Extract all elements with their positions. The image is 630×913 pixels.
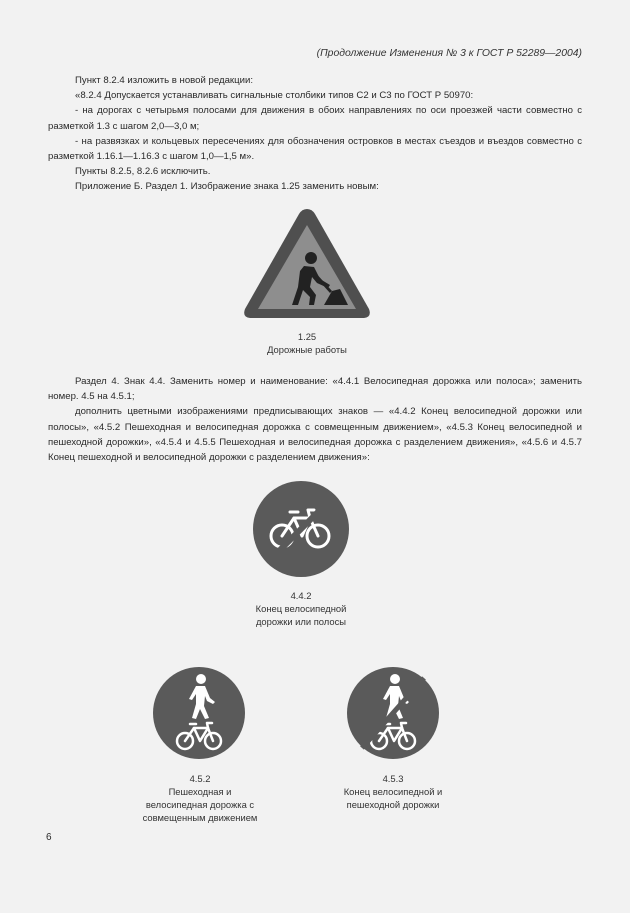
paragraph: «8.2.4 Допускается устанавливать сигнальные столбики типов С2 и С3 по ГОСТ Р 50970: [75,90,474,102]
sign-name: совмещенным движением [142,812,258,823]
paragraph: Приложение Б. Раздел 1. Изображение знака 1.25 заменить новым: [75,181,379,193]
sign-4-4-2-caption [216,589,386,628]
sign-1-25-caption [240,330,374,356]
section-4 [48,374,582,465]
sign-name: велосипедная дорожка с [145,799,255,810]
sign-number: 1.25 [297,331,317,342]
sign-name: Дорожные работы [267,344,347,355]
paragraph: Пункт 8.2.4 изложить в новой редакции: [75,75,253,86]
sign-name: Пешеходная и [168,786,232,797]
end-of-pedestrian-bicycle-path-sign-icon [346,666,440,760]
sign-number: 4.5.3 [382,773,404,784]
sign-4-5-2-caption [130,772,270,824]
sign-name: пешеходной дорожки [346,799,440,810]
running-header: (Продолжение Изменения № 3 к ГОСТ Р 52289—2004) [316,48,582,59]
paragraph: Пункты 8.2.5, 8.2.6 исключить. [75,166,211,178]
road-works-sign-icon [240,205,374,323]
page-number: 6 [46,832,52,843]
sign-4-5-3-caption [320,772,466,811]
paragraph: - на развязках и кольцевых пересечениях для обозначения островков в местах съездов и въездов совместно с разметкой 1.16.1—1.16.3 с шагом 1,0—1,5 м». [48,135,582,163]
end-of-bicycle-path-sign-icon [252,480,350,578]
sign-number: 4.5.2 [189,773,211,784]
paragraph: - на дорогах с четырьмя полосами для движения в обоих направлениях по оси проезжей части совместно с разметкой 1.3 с шагом 2,0—3,0 м; [48,105,582,132]
sign-number: 4.4.2 [290,590,312,601]
sign-name: дорожки или полосы [255,616,347,627]
section-8-2-4 [48,73,582,195]
paragraph: дополнить цветными изображениями предписывающих знаков — «4.4.2 Конец велосипедной дорожки или полосы», «4.5.2 Пешеходная и велосипедная дорожка с совмещенным движением», «4.5.3 Конец велосипедной и пешеходной дорожки», «4.5.4 и 4.5.5 Пешеходная и велосипедная дорожка с разделением движения», «4.5.6 и 4.5.7 Конец пешеходной и велосипедной дорожки с разделением движения»: [48,406,582,464]
sign-name: Конец велосипедной [255,603,347,614]
sign-name: Конец велосипедной и [343,786,443,797]
pedestrian-bicycle-path-sign-icon [152,666,246,760]
paragraph: Раздел 4. Знак 4.4. Заменить номер и наименование: «4.4.1 Велосипедная дорожка или полоса»; заменить номер. 4.5 на 4.5.1; [48,376,582,403]
